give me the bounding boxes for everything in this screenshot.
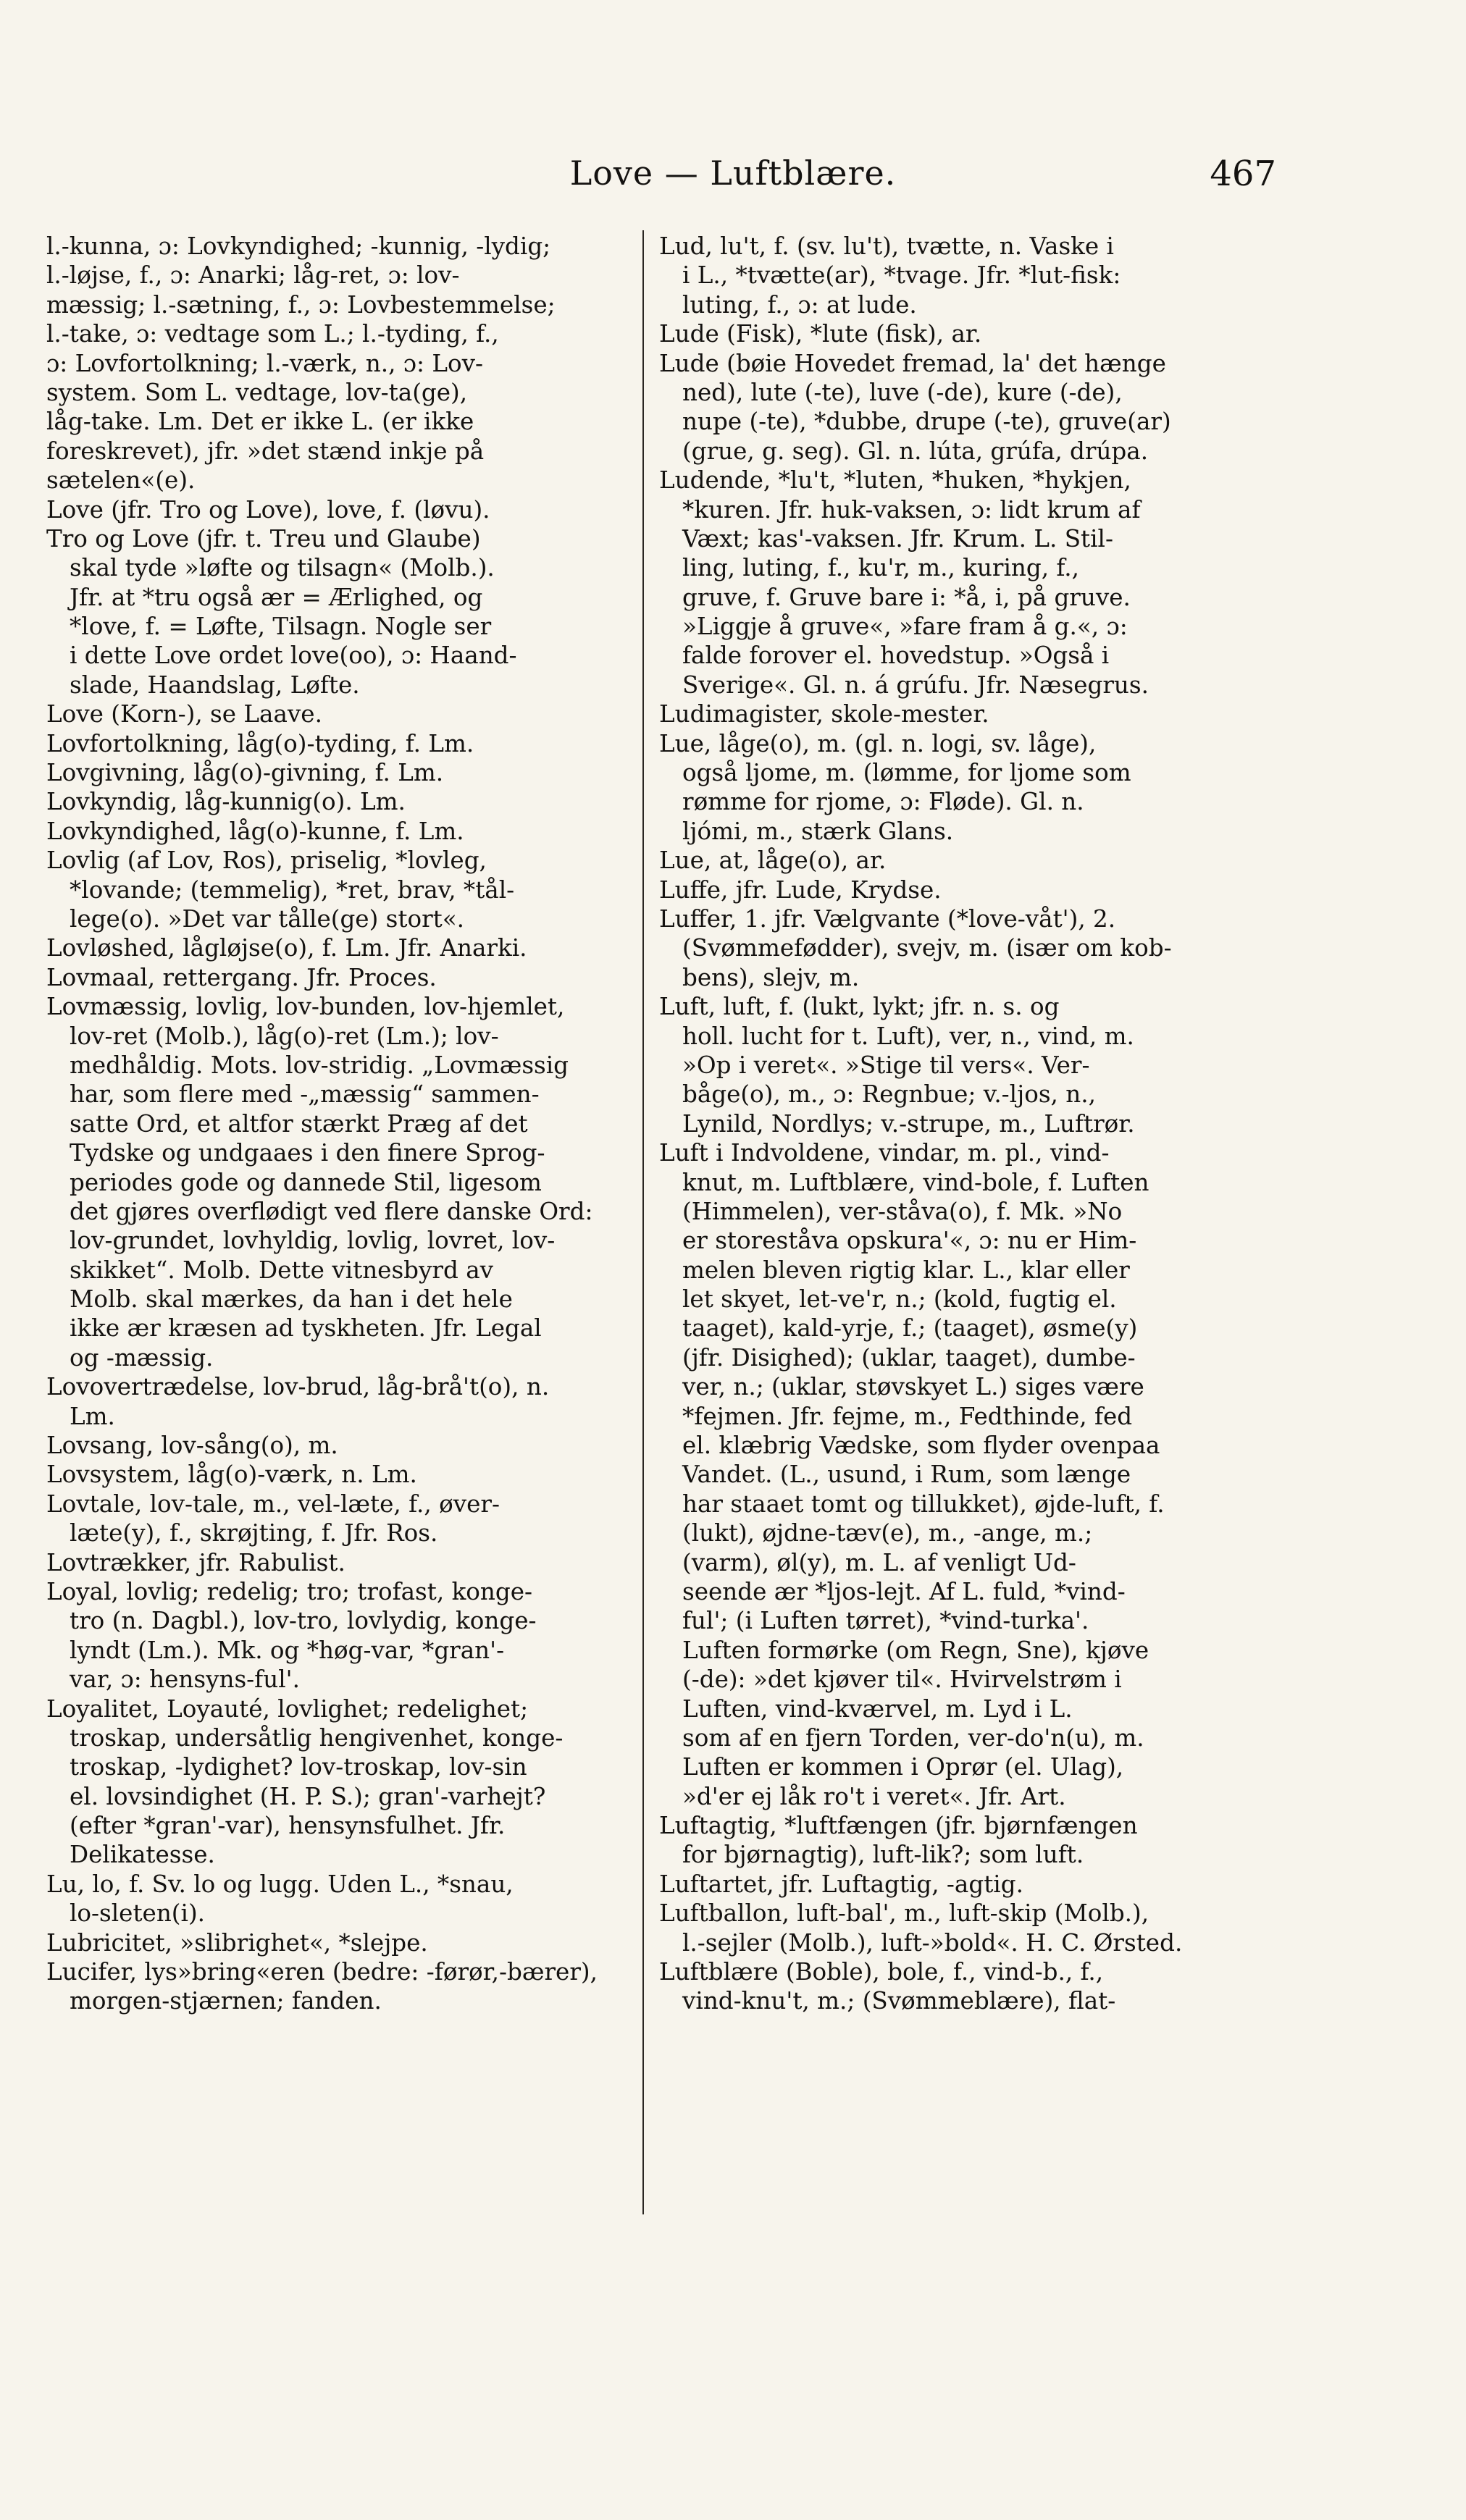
text-line: troskap, undersåtlig hengivenhet, konge-	[70, 1723, 564, 1752]
text-line: Ludimagister, skole-mester.	[659, 700, 989, 728]
text-line: Lubricitet, »slibrighet«, *slejpe.	[46, 1928, 428, 1957]
text-line: foreskrevet), jfr. »det stænd inkje på	[46, 437, 485, 465]
text-line: Luftblære (Boble), bole, f., vind-b., f.,	[659, 1958, 1104, 1986]
text-line: ned), lute (-te), luve (-de), kure (-de),	[682, 378, 1123, 406]
text-line: Luft i Indvoldene, vindar, m. pl., vind-	[659, 1139, 1110, 1167]
text-line: har, som flere med -„mæssig“ sammen-	[70, 1080, 540, 1109]
text-line: Luften formørke (om Regn, Sne), kjøve	[682, 1636, 1149, 1664]
text-line: Lovfortolkning, låg(o)-tyding, f. Lm.	[46, 729, 474, 757]
text-line: slade, Haandslag, Løfte.	[70, 671, 360, 699]
text-line: *lovande; (temmelig), *ret, brav, *tål-	[70, 875, 515, 904]
text-line: i L., *tvætte(ar), *tvage. Jfr. *lut-fisk:	[682, 261, 1121, 290]
text-line: »Op i veret«. »Stige til vers«. Ver-	[682, 1051, 1090, 1079]
text-line: periodes gode og dannede Stil, ligesom	[70, 1168, 542, 1196]
text-line: Lovgivning, låg(o)-givning, f. Lm.	[46, 759, 444, 787]
text-line: Lucifer, lys»bring«eren (bedre: -førør,-bærer),	[46, 1958, 598, 1986]
text-line: melen bleven rigtig klar. L., klar eller	[682, 1256, 1130, 1284]
text-line: og -mæssig.	[70, 1343, 214, 1372]
page-number: 467	[1210, 154, 1276, 194]
text-line: l.-kunna, ɔ: Lovkyndighed; -kunnig, -lydig;	[46, 232, 551, 260]
text-line: Molb. skal mærkes, da han i det hele	[70, 1285, 513, 1314]
text-line: Lovovertrædelse, lov-brud, låg-brå't(o), n.	[46, 1373, 550, 1401]
text-line: system. Som L. vedtage, lov-ta(ge),	[46, 378, 468, 406]
text-line: nupe (-te), *dubbe, drupe (-te), gruve(ar)	[682, 408, 1171, 436]
text-line: ver, n.; (uklar, støvskyet L.) siges være	[682, 1373, 1144, 1401]
text-line: ikke ær kræsen ad tyskheten. Jfr. Legal	[70, 1314, 542, 1343]
text-line: (Himmelen), ver-ståva(o), f. Mk. »No	[682, 1197, 1123, 1225]
text-line: (efter *gran'-var), hensynsfulhet. Jfr.	[70, 1812, 506, 1840]
text-line: Sverige«. Gl. n. á grúfu. Jfr. Næsegrus.	[682, 671, 1149, 699]
text-line: Luft, luft, f. (lukt, lykt; jfr. n. s. og	[659, 993, 1060, 1021]
text-line: lov-ret (Molb.), låg(o)-ret (Lm.); lov-	[70, 1022, 499, 1050]
text-line: Jfr. at *tru også ær = Ærlighed, og	[70, 583, 483, 611]
text-line: Luften, vind-kværvel, m. Lyd i L.	[682, 1694, 1073, 1723]
text-line: »d'er ej låk ro't i veret«. Jfr. Art.	[682, 1782, 1066, 1810]
text-line: (jfr. Disighed); (uklar, taaget), dumbe-	[682, 1343, 1136, 1372]
text-line: Luftagtig, *luftfængen (jfr. bjørnfængen	[659, 1812, 1138, 1840]
text-line: Lude (Fisk), *lute (fisk), ar.	[659, 320, 982, 348]
text-line: Lue, at, låge(o), ar.	[659, 847, 887, 875]
text-line: læte(y), f., skrøjting, f. Jfr. Ros.	[70, 1519, 438, 1547]
text-line: for bjørnagtig), luft-lik?; som luft.	[682, 1841, 1084, 1869]
text-line: Loyalitet, Loyauté, lovlighet; redelighet;	[46, 1694, 529, 1723]
text-line: Delikatesse.	[70, 1841, 215, 1869]
text-line: er storeståva opskura'«, ɔ: nu er Him-	[682, 1227, 1137, 1255]
column-divider	[642, 230, 644, 2214]
text-line: Lud, lu't, f. (sv. lu't), tvætte, n. Vaske i	[659, 232, 1114, 260]
text-line: Tro og Love (jfr. t. Treu und Glaube)	[46, 524, 481, 553]
text-line: bens), slejv, m.	[682, 963, 860, 991]
text-line: lege(o). »Det var tålle(ge) stort«.	[70, 904, 465, 933]
text-line: knut, m. Luftblære, vind-bole, f. Luften	[682, 1168, 1149, 1196]
text-line: Ludende, *lu't, *luten, *huken, *hykjen,	[659, 466, 1131, 495]
text-line: Lovkyndig, låg-kunnig(o). Lm.	[46, 788, 406, 816]
text-line: Luften er kommen i Oprør (el. Ulag),	[682, 1753, 1124, 1781]
text-line: rømme for rjome, ɔ: Fløde). Gl. n.	[682, 788, 1084, 816]
text-line: (Svømmefødder), svejv, m. (især om kob-	[682, 934, 1172, 962]
left-column	[46, 232, 648, 2016]
text-line: falde forover el. hovedstup. »Også i	[682, 642, 1110, 670]
text-line: satte Ord, et altfor stærkt Præg af det	[70, 1109, 528, 1138]
text-line: Love (Korn-), se Laave.	[46, 700, 322, 728]
text-line: mæssig; l.-sætning, f., ɔ: Lovbestemmelse;	[46, 290, 556, 319]
text-line: Lude (bøie Hovedet fremad, la' det hænge	[659, 349, 1166, 377]
text-line: lyndt (Lm.). Mk. og *høg-var, *gran'-	[70, 1636, 505, 1664]
text-line: ful'; (i Luften tørret), *vind-turka'.	[682, 1607, 1089, 1635]
text-line: Loyal, lovlig; redelig; tro; trofast, konge-	[46, 1577, 533, 1605]
text-line: taaget), kald-yrje, f.; (taaget), øsme(y)	[682, 1314, 1138, 1343]
text-line: låg-take. Lm. Det er ikke L. (er ikke	[46, 408, 474, 436]
text-line: »Liggje å gruve«, »fare fram å g.«, ɔ:	[682, 613, 1128, 641]
text-line: Lovmæssig, lovlig, lov-bunden, lov-hjemlet,	[46, 993, 565, 1021]
text-line: Lovsystem, låg(o)-værk, n. Lm.	[46, 1461, 417, 1489]
page-header	[0, 154, 1466, 211]
text-line: ljómi, m., stærk Glans.	[682, 817, 954, 845]
text-line: tro (n. Dagbl.), lov-tro, lovlydig, konge-	[70, 1607, 537, 1635]
text-line: l.-take, ɔ: vedtage som L.; l.-tyding, f.,	[46, 320, 499, 348]
text-line: el. lovsindighet (H. P. S.); gran'-varhejt?	[70, 1782, 546, 1810]
text-line: skikket“. Molb. Dette vitnesbyrd av	[70, 1256, 494, 1284]
text-line: Lue, låge(o), m. (gl. n. logi, sv. låge),	[659, 729, 1097, 757]
text-line: var, ɔ: hensyns-ful'.	[70, 1666, 300, 1694]
text-line: Luffe, jfr. Lude, Krydse.	[659, 875, 942, 904]
text-line: Love (jfr. Tro og Love), love, f. (løvu).	[46, 495, 490, 524]
text-line: let skyet, let-ve'r, n.; (kold, fugtig el.	[682, 1285, 1117, 1314]
text-line: (varm), øl(y), m. L. af venligt Ud-	[682, 1548, 1076, 1576]
text-line: Lu, lo, f. Sv. lo og lugg. Uden L., *snau,	[46, 1870, 514, 1898]
text-line: Lovtrækker, jfr. Rabulist.	[46, 1548, 345, 1576]
text-line: el. klæbrig Vædske, som flyder ovenpaa	[682, 1432, 1160, 1460]
text-line: Luftartet, jfr. Luftagtig, -agtig.	[659, 1870, 1023, 1898]
text-line: (-de): »det kjøver til«. Hvirvelstrøm i	[682, 1666, 1122, 1694]
text-line: Tydske og undgaaes i den finere Sprog-	[70, 1139, 545, 1167]
text-line: gruve, f. Gruve bare i: *å, i, på gruve.	[682, 583, 1131, 611]
text-line: (lukt), øjdne-tæv(e), m., -ange, m.;	[682, 1519, 1093, 1547]
text-line: *fejmen. Jfr. fejme, m., Fedthinde, fed	[682, 1402, 1133, 1430]
right-column	[659, 232, 1260, 2016]
text-line: medhåldig. Mots. lov-stridig. „Lovmæssig	[70, 1051, 569, 1079]
text-line: seende ær *ljos-lejt. Af L. fuld, *vind-	[682, 1577, 1126, 1605]
text-line: sætelen«(e).	[46, 466, 196, 495]
text-line: troskap, -lydighet? lov-troskap, lov-sin	[70, 1753, 527, 1781]
text-line: Lynild, Nordlys; v.-strupe, m., Luftrør.	[682, 1109, 1135, 1138]
text-line: Lovmaal, rettergang. Jfr. Proces.	[46, 963, 437, 991]
text-line: l.-løjse, f., ɔ: Anarki; låg-ret, ɔ: lov-	[46, 261, 460, 290]
text-line: lov-grundet, lovhyldig, lovlig, lovret, lov-	[70, 1227, 556, 1255]
text-line: Luffer, 1. jfr. Vælgvante (*love-våt'), 2.	[659, 904, 1116, 933]
text-line: Lm.	[70, 1402, 115, 1430]
text-line: i dette Love ordet love(oo), ɔ: Haand-	[70, 642, 517, 670]
text-line: ɔ: Lovfortolkning; l.-værk, n., ɔ: Lov-	[46, 349, 484, 377]
text-line: luting, f., ɔ: at lude.	[682, 290, 917, 319]
text-line: båge(o), m., ɔ: Regnbue; v.-ljos, n.,	[682, 1080, 1096, 1109]
text-line: Vandet. (L., usund, i Rum, som længe	[682, 1461, 1131, 1489]
text-line: morgen-stjærnen; fanden.	[70, 1987, 382, 2015]
text-line: skal tyde »løfte og tilsagn« (Molb.).	[70, 554, 495, 582]
text-line: holl. lucht for t. Luft), ver, n., vind, m.	[682, 1022, 1134, 1050]
text-line: ling, luting, f., ku'r, m., kuring, f.,	[682, 554, 1080, 582]
text-line: (grue, g. seg). Gl. n. lúta, grúfa, drúpa.	[682, 437, 1149, 465]
text-line: Lovsang, lov-sång(o), m.	[46, 1432, 338, 1460]
text-line: har staaet tomt og tillukket), øjde-luft, f.	[682, 1490, 1165, 1518]
text-line: *kuren. Jfr. huk-vaksen, ɔ: lidt krum af	[682, 495, 1141, 524]
text-line: vind-knu't, m.; (Svømmeblære), flat-	[682, 1987, 1116, 2015]
text-line: som af en fjern Torden, ver-do'n(u), m.	[682, 1723, 1144, 1752]
text-line: Lovlig (af Lov, Ros), priselig, *lovleg,	[46, 847, 487, 875]
text-line: lo-sleten(i).	[70, 1899, 206, 1928]
text-line: l.-sejler (Molb.), luft-»bold«. H. C. Ørsted.	[682, 1928, 1183, 1957]
text-line: Luftballon, luft-bal', m., luft-skip (Molb.),	[659, 1899, 1149, 1928]
text-line: *love, f. = Løfte, Tilsagn. Nogle ser	[70, 613, 492, 641]
text-line: Væxt; kas'-vaksen. Jfr. Krum. L. Stil-	[682, 524, 1113, 553]
text-line: Lovløshed, lågløjse(o), f. Lm. Jfr. Anarki.	[46, 934, 527, 962]
text-line: Lovtale, lov-tale, m., vel-læte, f., øver-	[46, 1490, 500, 1518]
page-title: Love — Luftblære.	[569, 154, 897, 193]
text-line: det gjøres overflødigt ved flere danske Ord:	[70, 1197, 593, 1225]
text-line: Lovkyndighed, låg(o)-kunne, f. Lm.	[46, 817, 464, 845]
text-line: også ljome, m. (lømme, for ljome som	[682, 759, 1131, 787]
